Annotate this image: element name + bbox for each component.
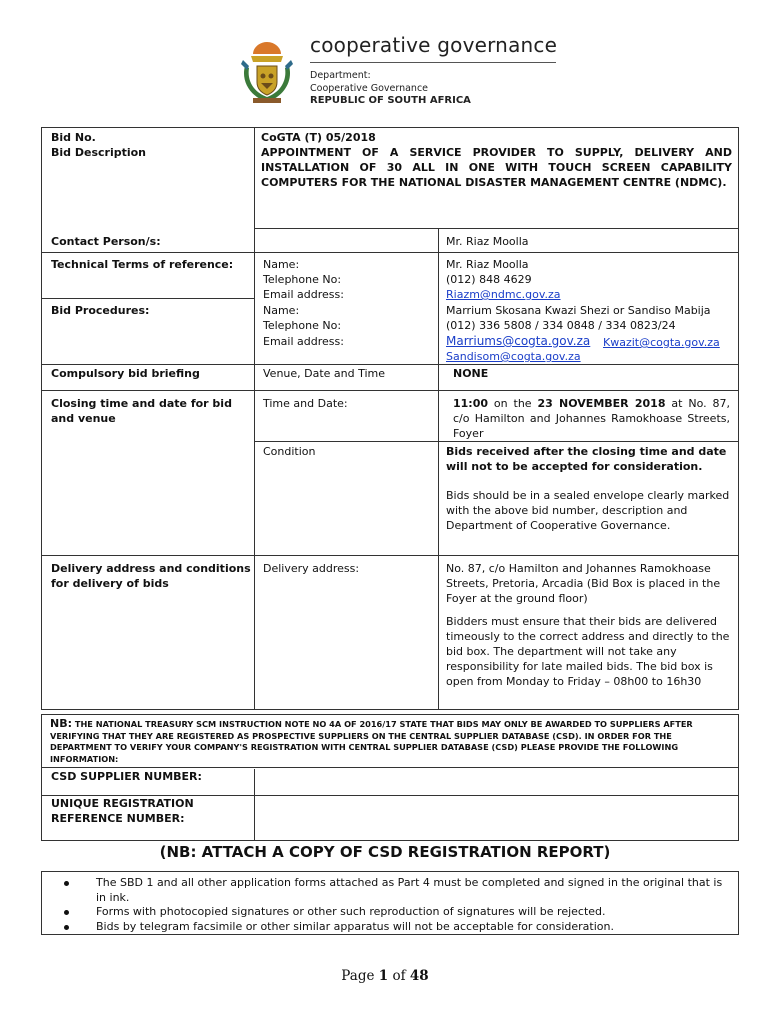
attach-note: (NB: ATTACH A COPY OF CSD REGISTRATION REPORT) (159, 843, 611, 861)
contact-label: Contact Person/s: (51, 235, 161, 248)
closing-date: 23 NOVEMBER 2018 (537, 397, 666, 410)
contact-value: Mr. Riaz Moolla (446, 235, 529, 248)
csd-notice (41, 714, 739, 796)
page-footer (0, 968, 770, 984)
tech-name-value: Mr. Riaz Moolla (446, 258, 529, 271)
page-current: 1 (378, 968, 389, 984)
page-total: 48 (409, 968, 429, 984)
delivery-address: No. 87, c/o Hamilton and Johannes Ramokhoase Streets, Pretoria, Arcadia (Bid Box is placed in the Foyer at the ground floor) (446, 562, 721, 605)
dept-line-1: Department: (310, 70, 371, 81)
closing-label: Closing time and date for bid and venue (51, 397, 232, 425)
column-divider (254, 769, 255, 797)
closing-value (446, 396, 730, 441)
brand-name: cooperative governance (310, 33, 558, 57)
list-item: Bids by telegram facsimile or other similar apparatus will not be acceptable for consideration. (64, 920, 730, 935)
delivery-label: Delivery address and conditions for delivery of bids (51, 562, 251, 590)
proc-tel-field: Telephone No: (263, 319, 342, 332)
nb-body: THE NATIONAL TREASURY SCM INSTRUCTION NOTE NO 4A OF 2016/17 STATE THAT BIDS MAY ONLY BE AWARDED TO SUPPLIERS AFTER VERIFYING THAT THEY ARE REGISTERED AS PROSPECTIVE SUPPLIERS ON THE CENTRAL SUPPLIER DATABASE (CSD). IN ORDER FOR THE DEPARTMENT TO VERIFY YOUR COMPANY'S REGISTRATION WITH CENTRAL SUPPLIER DATABASE (CSD) PLEASE PROVIDE THE FOLLOWING INFORMATION: (50, 719, 693, 764)
letterhead (231, 30, 561, 110)
list-item: Forms with photocopied signatures or other such reproduction of signatures will be rejected. (64, 905, 730, 920)
closing-time: 11:00 (453, 397, 489, 410)
column-divider-1 (254, 128, 255, 709)
proc-email-link-3[interactable]: Sandisom@cogta.gov.za (446, 350, 581, 363)
list-item: The SBD 1 and all other application forms attached as Part 4 must be completed and signed in the original that is in ink. (64, 876, 730, 905)
bullet-icon (64, 910, 69, 915)
brand-divider (310, 62, 556, 63)
bid-number: CoGTA (T) 05/2018 (261, 131, 376, 144)
tech-email-field: Email address: (263, 288, 344, 301)
delivery-field: Delivery address: (263, 562, 360, 575)
condition-field: Condition (263, 445, 316, 458)
bid-procedures-label: Bid Procedures: (51, 304, 150, 317)
closing-on: on the (493, 397, 532, 410)
proc-email-link-2[interactable]: Kwazit@cogta.gov.za (603, 336, 720, 349)
row-divider (42, 298, 254, 299)
page-word: Page (341, 968, 375, 984)
closing-venue: at No. 87, c/o Hamilton and Johannes Ramokhoase Streets, Foyer (453, 397, 730, 440)
csd-supplier-input[interactable] (256, 769, 738, 797)
nb-prefix: NB: (50, 717, 72, 730)
proc-name-field: Name: (263, 304, 300, 317)
of-word: of (392, 968, 406, 984)
briefing-label: Compulsory bid briefing (51, 367, 200, 380)
technical-terms-label: Technical Terms of reference: (51, 258, 234, 271)
row-divider (42, 767, 738, 768)
unique-reference-row (41, 795, 739, 841)
condition-text: Bids should be in a sealed envelope clearly marked with the above bid number, description and Department of Cooperative Governance. (446, 489, 730, 532)
dept-line-2: Cooperative Governance (310, 82, 429, 94)
tech-email-link[interactable]: Riazm@ndmc.gov.za (446, 288, 561, 301)
briefing-value: NONE (453, 367, 489, 380)
dept-line-3: REPUBLIC OF SOUTH AFRICA (310, 95, 471, 106)
row-divider (254, 228, 738, 229)
bid-description-label: Bid Description (51, 146, 147, 159)
unique-reference-input[interactable] (256, 795, 738, 840)
tech-tel-field: Telephone No: (263, 273, 342, 286)
tech-name-field: Name: (263, 258, 300, 271)
proc-name-value: Marrium Skosana Kwazi Shezi or Sandiso Mabija (446, 304, 711, 317)
column-divider-2 (438, 228, 439, 709)
coat-of-arms-icon (231, 36, 303, 108)
row-divider (254, 441, 738, 442)
instructions-box (41, 871, 739, 935)
proc-email-field: Email address: (263, 335, 344, 348)
csd-supplier-label: CSD SUPPLIER NUMBER: (51, 770, 202, 783)
bid-title: APPOINTMENT OF A SERVICE PROVIDER TO SUPPLY, DELIVERY AND INSTALLATION OF 30 ALL IN ONE WITH TOUCH SCREEN CAPABILITY COMPUTERS FOR THE NATIONAL DISASTER MANAGEMENT CENTRE (NDMC). (261, 146, 732, 189)
bullet-icon (64, 881, 69, 886)
bid-no-label: Bid No. (51, 131, 96, 144)
tech-tel-value: (012) 848 4629 (446, 273, 532, 286)
briefing-field: Venue, Date and Time (263, 367, 386, 380)
row-divider (42, 364, 738, 365)
row-divider (42, 555, 738, 556)
unique-reference-label-1: UNIQUE REGISTRATION (51, 797, 194, 810)
department-block (310, 70, 471, 108)
bid-info-table (41, 127, 739, 710)
bullet-icon (64, 925, 69, 930)
row-divider (42, 390, 738, 391)
condition-bold: Bids received after the closing time and date will not to be accepted for consideration. (446, 445, 727, 473)
proc-email-link-1[interactable]: Marriums@cogta.gov.za (446, 334, 591, 348)
delivery-note: Bidders must ensure that their bids are delivered timeously to the correct address and directly to the bid box. The department will not take any responsibility for late mailed bids. The bid box is open from Monday to Friday – 08h00 to 16h30 (446, 615, 730, 688)
row-divider (42, 252, 738, 253)
instructions-list (64, 876, 730, 934)
csd-notice-text (50, 718, 732, 765)
closing-field: Time and Date: (263, 397, 348, 410)
column-divider (254, 795, 255, 840)
proc-tel-value: (012) 336 5808 / 334 0848 / 334 0823/24 (446, 319, 676, 332)
unique-reference-label-2: REFERENCE NUMBER: (51, 812, 185, 825)
